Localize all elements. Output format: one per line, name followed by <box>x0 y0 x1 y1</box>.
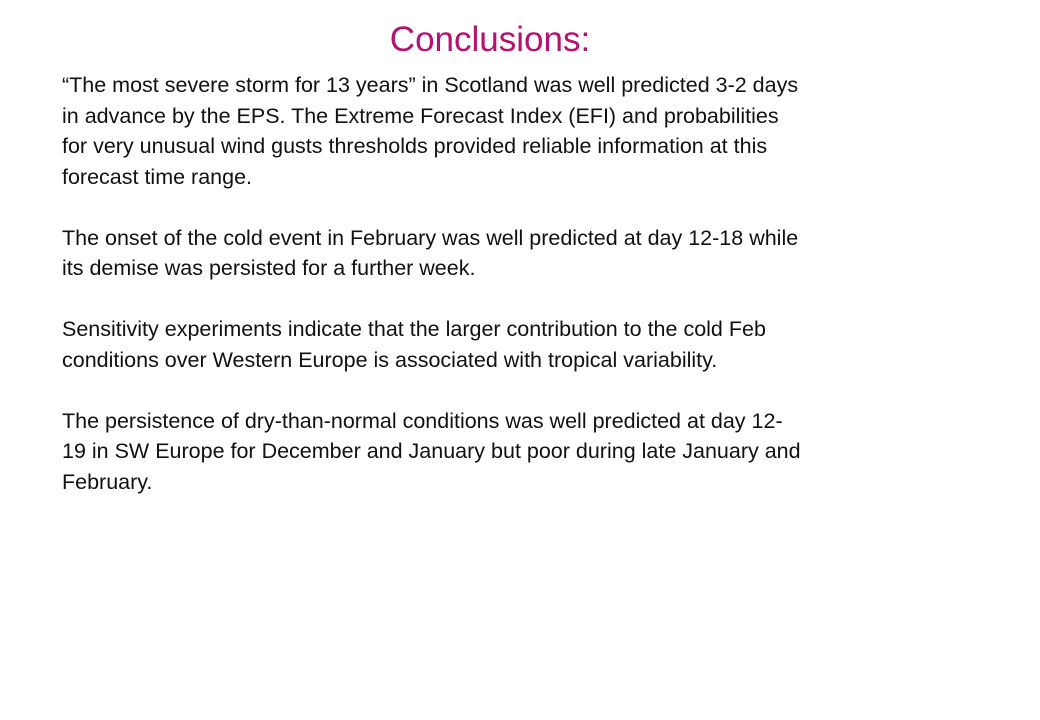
paragraph-cold-event <box>62 223 1002 284</box>
text-line: its demise was persisted for a further week. <box>62 256 476 280</box>
text-line: The persistence of dry-than-normal conditions was well predicted at day 12- <box>62 408 783 433</box>
paragraph-sensitivity <box>62 314 1002 375</box>
text-line: Sensitivity experiments indicate that the larger contribution to the cold Feb <box>62 317 766 341</box>
paragraph-storm-prediction <box>62 70 1002 192</box>
text-line: conditions over Western Europe is associated with tropical variability. <box>62 347 718 372</box>
text-line: February. <box>62 469 153 494</box>
text-line: in advance by the EPS. The Extreme Forecast Index (EFI) and probabilities <box>62 103 779 128</box>
paragraph-dry-conditions <box>62 406 1002 498</box>
conclusions-body <box>62 70 1002 528</box>
text-line: “The most severe storm for 13 years” in Scotland was well predicted 3-2 days <box>62 73 799 97</box>
slide-title: Conclusions: <box>389 20 591 59</box>
text-line: The onset of the cold event in February was well predicted at day 12-18 while <box>62 225 799 250</box>
text-line: forecast time range. <box>62 164 253 189</box>
text-line: 19 in SW Europe for December and January but poor during late January and <box>62 439 801 463</box>
text-line: for very unusual wind gusts thresholds provided reliable information at this <box>62 134 768 158</box>
